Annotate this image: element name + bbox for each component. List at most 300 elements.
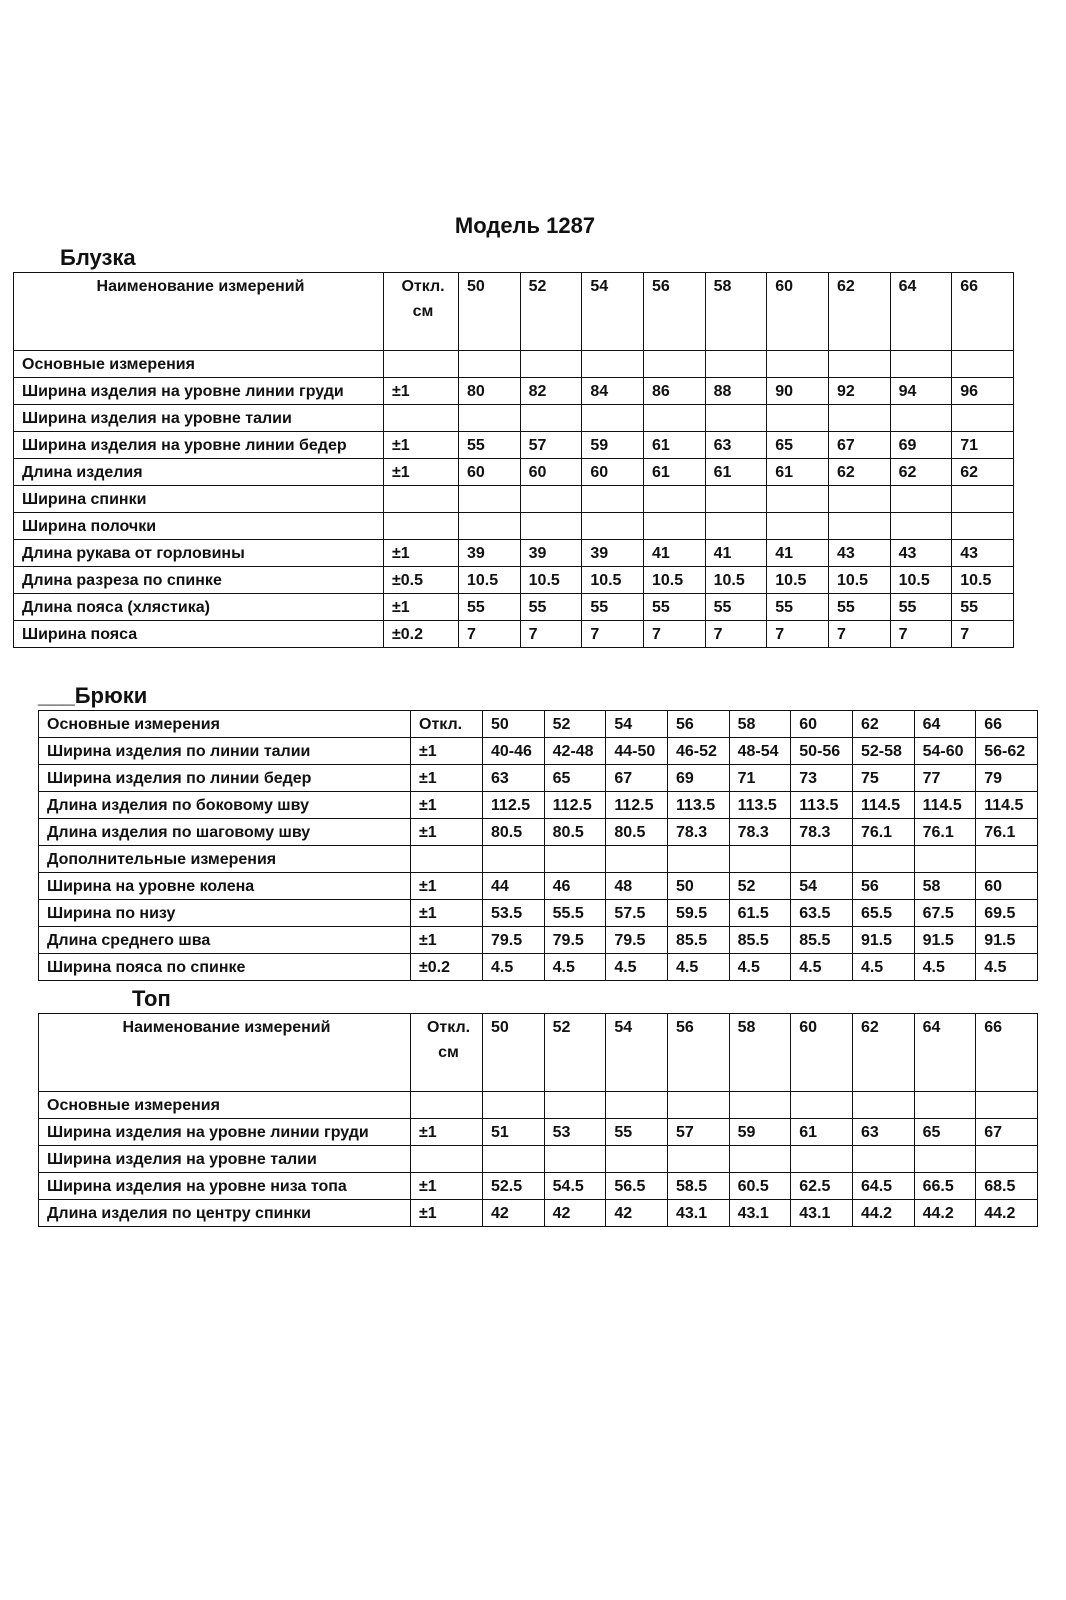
measurement-name: Ширина изделия по линии бедер	[39, 765, 411, 792]
value-cell: 7	[767, 621, 829, 648]
tolerance-cell: ±1	[384, 459, 459, 486]
value-cell: 55	[606, 1119, 668, 1146]
value-cell: 78.3	[667, 819, 729, 846]
value-cell	[976, 846, 1038, 873]
table-row	[39, 954, 1038, 981]
value-cell: 67	[828, 432, 890, 459]
value-cell: 57.5	[606, 900, 668, 927]
value-cell: 4.5	[852, 954, 914, 981]
header-size: 58	[729, 711, 791, 738]
measurement-name: Длина разреза по спинке	[14, 567, 384, 594]
value-cell	[852, 846, 914, 873]
value-cell	[459, 513, 521, 540]
tolerance-cell: ±1	[411, 873, 483, 900]
value-cell: 79.5	[544, 927, 606, 954]
value-cell: 69.5	[976, 900, 1038, 927]
measurement-name: Ширина изделия по линии талии	[39, 738, 411, 765]
value-cell	[729, 1092, 791, 1119]
trousers-table	[38, 710, 1038, 981]
value-cell	[459, 486, 521, 513]
tolerance-cell: ±0.2	[384, 621, 459, 648]
value-cell	[705, 513, 767, 540]
measurement-name: Длина рукава от горловины	[14, 540, 384, 567]
value-cell: 71	[729, 765, 791, 792]
table-row	[39, 846, 1038, 873]
value-cell: 55.5	[544, 900, 606, 927]
table-row	[39, 765, 1038, 792]
value-cell: 51	[483, 1119, 545, 1146]
value-cell: 59.5	[667, 900, 729, 927]
table-row	[14, 486, 1014, 513]
header-size: 50	[483, 1014, 545, 1092]
measurement-name: Основные измерения	[14, 351, 384, 378]
value-cell: 56.5	[606, 1173, 668, 1200]
value-cell	[544, 1146, 606, 1173]
value-cell	[667, 1092, 729, 1119]
tolerance-cell: ±1	[384, 378, 459, 405]
value-cell: 48-54	[729, 738, 791, 765]
blouse-table	[13, 272, 1014, 648]
tolerance-cell	[411, 1092, 483, 1119]
value-cell: 10.5	[582, 567, 644, 594]
value-cell	[606, 846, 668, 873]
value-cell: 52-58	[852, 738, 914, 765]
header-size: 58	[729, 1014, 791, 1092]
value-cell	[890, 486, 952, 513]
value-cell	[667, 1146, 729, 1173]
value-cell	[952, 513, 1014, 540]
table-row	[39, 900, 1038, 927]
header-size: 60	[791, 711, 853, 738]
measurement-name: Длина изделия по шаговому шву	[39, 819, 411, 846]
value-cell: 84	[582, 378, 644, 405]
value-cell: 7	[828, 621, 890, 648]
value-cell: 10.5	[890, 567, 952, 594]
value-cell	[643, 405, 705, 432]
value-cell: 78.3	[729, 819, 791, 846]
header-tolerance: Откл. см	[384, 273, 459, 351]
table-row	[14, 378, 1014, 405]
value-cell: 92	[828, 378, 890, 405]
value-cell: 79.5	[483, 927, 545, 954]
value-cell: 7	[952, 621, 1014, 648]
tolerance-cell: ±1	[411, 792, 483, 819]
table-row	[39, 1146, 1038, 1173]
value-cell: 10.5	[828, 567, 890, 594]
tolerance-cell: ±1	[411, 765, 483, 792]
value-cell: 55	[890, 594, 952, 621]
measurement-name: Ширина на уровне колена	[39, 873, 411, 900]
value-cell: 10.5	[952, 567, 1014, 594]
header-size: 56	[667, 1014, 729, 1092]
value-cell	[952, 405, 1014, 432]
value-cell	[914, 1146, 976, 1173]
value-cell: 50-56	[791, 738, 853, 765]
value-cell: 54.5	[544, 1173, 606, 1200]
value-cell: 80.5	[606, 819, 668, 846]
value-cell	[828, 513, 890, 540]
value-cell	[643, 513, 705, 540]
measurement-name: Ширина изделия на уровне талии	[14, 405, 384, 432]
table-row	[39, 792, 1038, 819]
value-cell: 80	[459, 378, 521, 405]
value-cell: 76.1	[852, 819, 914, 846]
table-row	[14, 351, 1014, 378]
value-cell: 10.5	[643, 567, 705, 594]
value-cell: 112.5	[606, 792, 668, 819]
value-cell: 55	[643, 594, 705, 621]
table-row	[39, 1092, 1038, 1119]
value-cell: 41	[767, 540, 829, 567]
top-table	[38, 1013, 1038, 1227]
header-size: 54	[582, 273, 644, 351]
value-cell	[828, 486, 890, 513]
value-cell: 7	[520, 621, 582, 648]
value-cell: 4.5	[976, 954, 1038, 981]
value-cell: 41	[705, 540, 767, 567]
value-cell	[520, 351, 582, 378]
value-cell: 43	[828, 540, 890, 567]
value-cell	[544, 846, 606, 873]
value-cell: 65	[767, 432, 829, 459]
value-cell	[767, 405, 829, 432]
measurement-name: Ширина изделия на уровне низа топа	[39, 1173, 411, 1200]
measurement-name: Ширина изделия на уровне талии	[39, 1146, 411, 1173]
measurement-name: Дополнительные измерения	[39, 846, 411, 873]
tolerance-cell	[384, 351, 459, 378]
measurement-name: Длина изделия	[14, 459, 384, 486]
tolerance-cell: ±1	[384, 540, 459, 567]
value-cell	[791, 1146, 853, 1173]
measurement-name: Ширина по низу	[39, 900, 411, 927]
value-cell: 62	[952, 459, 1014, 486]
value-cell	[459, 405, 521, 432]
measurement-name: Ширина изделия на уровне линии груди	[14, 378, 384, 405]
table-header-row	[39, 1014, 1038, 1092]
measurement-name: Длина среднего шва	[39, 927, 411, 954]
value-cell: 62	[890, 459, 952, 486]
value-cell	[459, 351, 521, 378]
table-row	[14, 594, 1014, 621]
value-cell	[667, 846, 729, 873]
value-cell: 76.1	[976, 819, 1038, 846]
value-cell	[705, 405, 767, 432]
table-row	[39, 819, 1038, 846]
value-cell	[767, 486, 829, 513]
header-size: 58	[705, 273, 767, 351]
measurement-name: Ширина пояса	[14, 621, 384, 648]
value-cell: 55	[767, 594, 829, 621]
value-cell: 60	[459, 459, 521, 486]
value-cell: 7	[643, 621, 705, 648]
value-cell: 4.5	[791, 954, 853, 981]
value-cell: 61	[791, 1119, 853, 1146]
value-cell: 63	[483, 765, 545, 792]
header-size: 66	[952, 273, 1014, 351]
value-cell: 54-60	[914, 738, 976, 765]
value-cell: 69	[667, 765, 729, 792]
value-cell: 65.5	[852, 900, 914, 927]
header-size: 50	[459, 273, 521, 351]
value-cell	[544, 1092, 606, 1119]
measurement-name: Ширина пояса по спинке	[39, 954, 411, 981]
value-cell: 10.5	[520, 567, 582, 594]
value-cell: 42	[483, 1200, 545, 1227]
value-cell: 61.5	[729, 900, 791, 927]
tolerance-cell: ±1	[384, 432, 459, 459]
value-cell: 79	[976, 765, 1038, 792]
header-tolerance: Откл. см	[411, 1014, 483, 1092]
table-row	[14, 621, 1014, 648]
value-cell: 41	[643, 540, 705, 567]
value-cell	[520, 486, 582, 513]
value-cell	[791, 1092, 853, 1119]
value-cell: 112.5	[544, 792, 606, 819]
header-size: 50	[483, 711, 545, 738]
value-cell: 65	[914, 1119, 976, 1146]
value-cell: 55	[582, 594, 644, 621]
header-size: 66	[976, 1014, 1038, 1092]
value-cell: 61	[705, 459, 767, 486]
value-cell: 50	[667, 873, 729, 900]
value-cell: 91.5	[852, 927, 914, 954]
value-cell: 64.5	[852, 1173, 914, 1200]
value-cell	[483, 1146, 545, 1173]
value-cell	[643, 486, 705, 513]
value-cell: 7	[582, 621, 644, 648]
value-cell: 46	[544, 873, 606, 900]
value-cell: 76.1	[914, 819, 976, 846]
value-cell	[952, 351, 1014, 378]
measurement-name: Ширина изделия на уровне линии бедер	[14, 432, 384, 459]
value-cell: 79.5	[606, 927, 668, 954]
measurement-name: Длина изделия по центру спинки	[39, 1200, 411, 1227]
measurement-name: Ширина полочки	[14, 513, 384, 540]
value-cell	[582, 486, 644, 513]
tolerance-cell: ±1	[411, 738, 483, 765]
value-cell: 60	[520, 459, 582, 486]
value-cell: 55	[952, 594, 1014, 621]
table-row	[39, 738, 1038, 765]
value-cell	[914, 846, 976, 873]
document-title: Модель 1287	[454, 213, 596, 238]
value-cell: 44.2	[852, 1200, 914, 1227]
value-cell: 69	[890, 432, 952, 459]
tolerance-cell	[384, 486, 459, 513]
tolerance-cell	[411, 1146, 483, 1173]
tolerance-cell	[384, 513, 459, 540]
header-name: Наименование измерений	[39, 1014, 411, 1092]
header-size: 62	[852, 711, 914, 738]
tolerance-cell: ±1	[411, 900, 483, 927]
value-cell	[890, 405, 952, 432]
value-cell: 80.5	[483, 819, 545, 846]
value-cell: 91.5	[914, 927, 976, 954]
value-cell: 71	[952, 432, 1014, 459]
table-header-row	[39, 711, 1038, 738]
value-cell: 44	[483, 873, 545, 900]
value-cell: 39	[520, 540, 582, 567]
value-cell: 68.5	[976, 1173, 1038, 1200]
value-cell: 43	[952, 540, 1014, 567]
tolerance-cell: ±1	[384, 594, 459, 621]
value-cell: 61	[643, 432, 705, 459]
section-title-blouse: Блузка	[60, 245, 136, 270]
tolerance-cell: ±0.5	[384, 567, 459, 594]
value-cell: 52	[729, 873, 791, 900]
value-cell: 39	[459, 540, 521, 567]
value-cell: 10.5	[459, 567, 521, 594]
value-cell: 60	[976, 873, 1038, 900]
value-cell: 52.5	[483, 1173, 545, 1200]
header-size: 56	[643, 273, 705, 351]
value-cell: 113.5	[791, 792, 853, 819]
table-row	[39, 927, 1038, 954]
tolerance-cell	[384, 405, 459, 432]
header-size: 60	[767, 273, 829, 351]
tolerance-cell: ±0.2	[411, 954, 483, 981]
value-cell	[582, 513, 644, 540]
value-cell: 90	[767, 378, 829, 405]
value-cell: 58.5	[667, 1173, 729, 1200]
value-cell: 55	[828, 594, 890, 621]
value-cell	[606, 1092, 668, 1119]
value-cell: 85.5	[667, 927, 729, 954]
section-title-trousers: ___Брюки	[38, 683, 148, 708]
value-cell: 10.5	[705, 567, 767, 594]
measurement-name: Ширина изделия на уровне линии груди	[39, 1119, 411, 1146]
table-row	[39, 873, 1038, 900]
value-cell	[705, 486, 767, 513]
header-size: 52	[544, 1014, 606, 1092]
value-cell	[852, 1146, 914, 1173]
header-size: 60	[791, 1014, 853, 1092]
value-cell	[890, 513, 952, 540]
header-size: 64	[914, 711, 976, 738]
value-cell: 112.5	[483, 792, 545, 819]
value-cell: 73	[791, 765, 853, 792]
value-cell: 42	[544, 1200, 606, 1227]
value-cell: 39	[582, 540, 644, 567]
value-cell	[852, 1092, 914, 1119]
value-cell: 55	[459, 594, 521, 621]
value-cell: 88	[705, 378, 767, 405]
table-row	[14, 567, 1014, 594]
value-cell: 44.2	[914, 1200, 976, 1227]
value-cell: 60.5	[729, 1173, 791, 1200]
value-cell: 55	[705, 594, 767, 621]
value-cell	[643, 351, 705, 378]
header-size: 54	[606, 711, 668, 738]
header-name: Основные измерения	[39, 711, 411, 738]
value-cell: 67	[606, 765, 668, 792]
value-cell: 61	[643, 459, 705, 486]
value-cell	[914, 1092, 976, 1119]
tolerance-cell: ±1	[411, 1173, 483, 1200]
value-cell: 78.3	[791, 819, 853, 846]
value-cell: 114.5	[976, 792, 1038, 819]
value-cell: 85.5	[729, 927, 791, 954]
value-cell: 61	[767, 459, 829, 486]
value-cell: 46-52	[667, 738, 729, 765]
value-cell: 96	[952, 378, 1014, 405]
table-row	[39, 1173, 1038, 1200]
value-cell: 55	[520, 594, 582, 621]
measurement-name: Длина пояса (хлястика)	[14, 594, 384, 621]
tolerance-cell	[411, 846, 483, 873]
value-cell: 43.1	[729, 1200, 791, 1227]
value-cell: 44.2	[976, 1200, 1038, 1227]
table-row	[14, 432, 1014, 459]
value-cell: 82	[520, 378, 582, 405]
value-cell: 94	[890, 378, 952, 405]
value-cell: 77	[914, 765, 976, 792]
value-cell: 4.5	[544, 954, 606, 981]
section-title-top: Топ	[132, 986, 171, 1011]
value-cell: 59	[729, 1119, 791, 1146]
value-cell: 63	[705, 432, 767, 459]
header-size: 66	[976, 711, 1038, 738]
value-cell: 43.1	[667, 1200, 729, 1227]
value-cell: 66.5	[914, 1173, 976, 1200]
header-size: 62	[828, 273, 890, 351]
header-size: 62	[852, 1014, 914, 1092]
value-cell	[582, 351, 644, 378]
value-cell	[520, 513, 582, 540]
value-cell: 60	[582, 459, 644, 486]
table-row	[14, 405, 1014, 432]
value-cell: 56	[852, 873, 914, 900]
value-cell: 53.5	[483, 900, 545, 927]
value-cell	[791, 846, 853, 873]
value-cell: 113.5	[729, 792, 791, 819]
value-cell	[483, 846, 545, 873]
value-cell: 63	[852, 1119, 914, 1146]
value-cell: 42-48	[544, 738, 606, 765]
value-cell: 63.5	[791, 900, 853, 927]
value-cell: 4.5	[483, 954, 545, 981]
header-size: 52	[520, 273, 582, 351]
value-cell: 7	[459, 621, 521, 648]
value-cell	[767, 351, 829, 378]
value-cell: 62	[828, 459, 890, 486]
table-row	[14, 540, 1014, 567]
value-cell: 4.5	[729, 954, 791, 981]
table-row	[39, 1200, 1038, 1227]
value-cell: 67	[976, 1119, 1038, 1146]
value-cell: 57	[520, 432, 582, 459]
value-cell: 65	[544, 765, 606, 792]
value-cell	[705, 351, 767, 378]
value-cell: 7	[890, 621, 952, 648]
value-cell	[767, 513, 829, 540]
value-cell: 54	[791, 873, 853, 900]
tolerance-cell: ±1	[411, 1200, 483, 1227]
value-cell: 7	[705, 621, 767, 648]
value-cell: 4.5	[606, 954, 668, 981]
value-cell: 44-50	[606, 738, 668, 765]
value-cell	[976, 1092, 1038, 1119]
table-row	[14, 459, 1014, 486]
value-cell: 114.5	[852, 792, 914, 819]
value-cell	[520, 405, 582, 432]
value-cell: 85.5	[791, 927, 853, 954]
value-cell: 86	[643, 378, 705, 405]
value-cell	[606, 1146, 668, 1173]
value-cell: 43	[890, 540, 952, 567]
value-cell: 42	[606, 1200, 668, 1227]
value-cell	[890, 351, 952, 378]
